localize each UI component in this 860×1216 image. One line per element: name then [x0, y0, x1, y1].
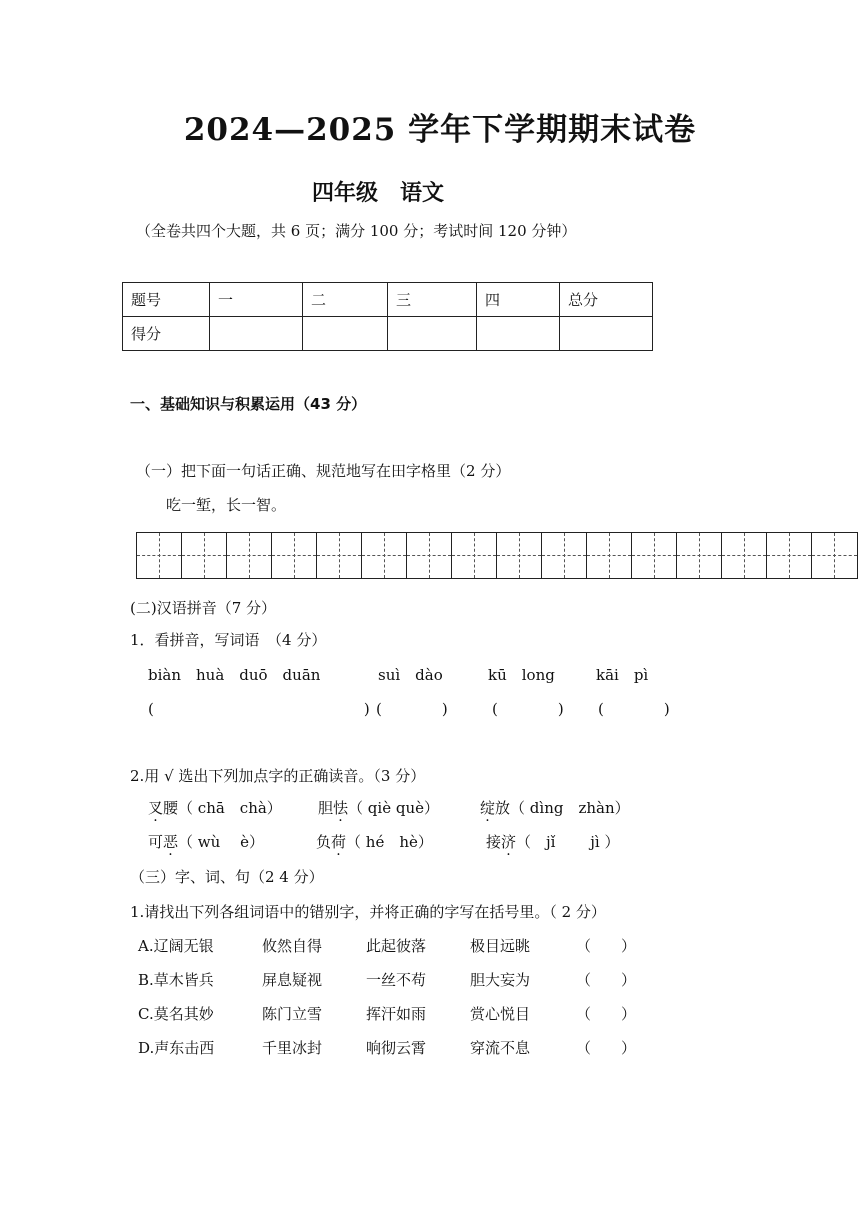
score-table [122, 282, 653, 351]
typo-row-label: C.莫名其妙 [138, 1005, 214, 1023]
dotted-char: 荷 [331, 833, 347, 851]
reading-question-title: 2.用 √ 选出下列加点字的正确读音。（3 分） [130, 767, 426, 785]
score-cell[interactable] [303, 317, 388, 351]
table-header-cell: 总分 [560, 283, 653, 317]
typo-word: 胆大妄为 [470, 971, 531, 989]
exam-note: （全卷共四个大题，共 6 页；满分 100 分；考试时间 120 分钟） [136, 222, 577, 240]
tianzige-cell[interactable] [767, 533, 812, 578]
typo-word: 攸然自得 [262, 937, 323, 955]
reading-item[interactable]: 接济（ jǐ jì ） [486, 833, 620, 851]
answer-blank[interactable]: ( ) [492, 700, 564, 718]
tianzige-cell[interactable] [362, 533, 407, 578]
typo-row-label: D.声东击西 [138, 1039, 215, 1057]
dotted-char: 怯 [333, 799, 349, 817]
typo-word: 一丝不苟 [366, 971, 427, 989]
answer-blank[interactable]: ( ) [598, 700, 670, 718]
pinyin-prompt: suì dào [378, 666, 443, 684]
pinyin-prompt: kāi pì [596, 666, 649, 684]
typo-row-label: A.辽阔无银 [138, 937, 214, 955]
table-header-cell: 三 [388, 283, 477, 317]
reading-item[interactable]: 可恶（ wù è） [148, 833, 264, 851]
answer-blank[interactable]: ( ) [148, 700, 370, 718]
tianzige-grid[interactable] [136, 532, 858, 579]
tianzige-cell[interactable] [137, 533, 182, 578]
table-header-cell: 题号 [123, 283, 210, 317]
pinyin-prompt: biàn huà duō duān [148, 666, 321, 684]
answer-blank[interactable]: （ ） [576, 937, 637, 955]
tianzige-cell[interactable] [812, 533, 857, 578]
tianzige-cell[interactable] [452, 533, 497, 578]
score-cell[interactable] [477, 317, 560, 351]
section-1-title: 一、基础知识与积累运用（43 分） [130, 395, 367, 413]
pinyin-prompt: kū long [488, 666, 555, 684]
tianzige-cell[interactable] [677, 533, 722, 578]
part-2-title: (二)汉语拼音（7 分） [130, 599, 277, 617]
tianzige-cell[interactable] [497, 533, 542, 578]
table-header-cell: 二 [303, 283, 388, 317]
dotted-char: 济 [501, 833, 517, 851]
part-1-sentence: 吃一堑，长一智。 [166, 496, 287, 514]
typo-word: 赏心悦目 [470, 1005, 531, 1023]
tianzige-cell[interactable] [182, 533, 227, 578]
answer-blank[interactable]: （ ） [576, 1005, 637, 1023]
reading-item[interactable]: 叉腰（ chā chà） [148, 799, 282, 817]
typo-row-label: B.草木皆兵 [138, 971, 214, 989]
typo-question-title: 1.请找出下列各组词语中的错别字，并将正确的字写在括号里。（ 2 分） [130, 903, 606, 921]
typo-word: 此起彼落 [366, 937, 427, 955]
typo-word: 陈门立雪 [262, 1005, 323, 1023]
reading-item[interactable]: 绽放（ dìng zhàn） [480, 799, 630, 817]
typo-word: 极目远眺 [470, 937, 531, 955]
score-label-cell: 得分 [123, 317, 210, 351]
tianzige-cell[interactable] [587, 533, 632, 578]
typo-word: 响彻云霄 [366, 1039, 427, 1057]
tianzige-cell[interactable] [632, 533, 677, 578]
exam-title: 2024—2025 学年下学期期末试卷 [183, 112, 697, 148]
typo-word: 屏息疑视 [262, 971, 323, 989]
reading-item[interactable]: 负荷（ hé hè） [316, 833, 433, 851]
tianzige-cell[interactable] [407, 533, 452, 578]
dotted-char: 恶 [163, 833, 179, 851]
tianzige-cell[interactable] [227, 533, 272, 578]
dotted-char: 绽 [480, 799, 496, 817]
pinyin-question-title: 1．看拼音，写词语 （4 分） [130, 631, 327, 649]
score-cell[interactable] [560, 317, 653, 351]
dotted-char: 叉 [148, 799, 164, 817]
exam-subtitle: 四年级 语文 [312, 180, 445, 206]
typo-word: 穿流不息 [470, 1039, 531, 1057]
tianzige-cell[interactable] [722, 533, 767, 578]
score-table-header-row [123, 283, 653, 317]
table-header-cell: 一 [210, 283, 303, 317]
typo-word: 千里冰封 [262, 1039, 323, 1057]
score-cell[interactable] [210, 317, 303, 351]
score-cell[interactable] [388, 317, 477, 351]
tianzige-cell[interactable] [317, 533, 362, 578]
table-header-cell: 四 [477, 283, 560, 317]
tianzige-cell[interactable] [272, 533, 317, 578]
typo-word: 挥汗如雨 [366, 1005, 427, 1023]
part-1-title: （一）把下面一句话正确、规范地写在田字格里（2 分） [136, 462, 511, 480]
answer-blank[interactable]: （ ） [576, 971, 637, 989]
tianzige-cell[interactable] [542, 533, 587, 578]
reading-item[interactable]: 胆怯（ qiè què） [318, 799, 439, 817]
answer-blank[interactable]: ( ) [376, 700, 448, 718]
answer-blank[interactable]: （ ） [576, 1039, 637, 1057]
part-3-title: （三）字、词、句（2 4 分） [130, 868, 324, 886]
score-table-score-row [123, 317, 653, 351]
